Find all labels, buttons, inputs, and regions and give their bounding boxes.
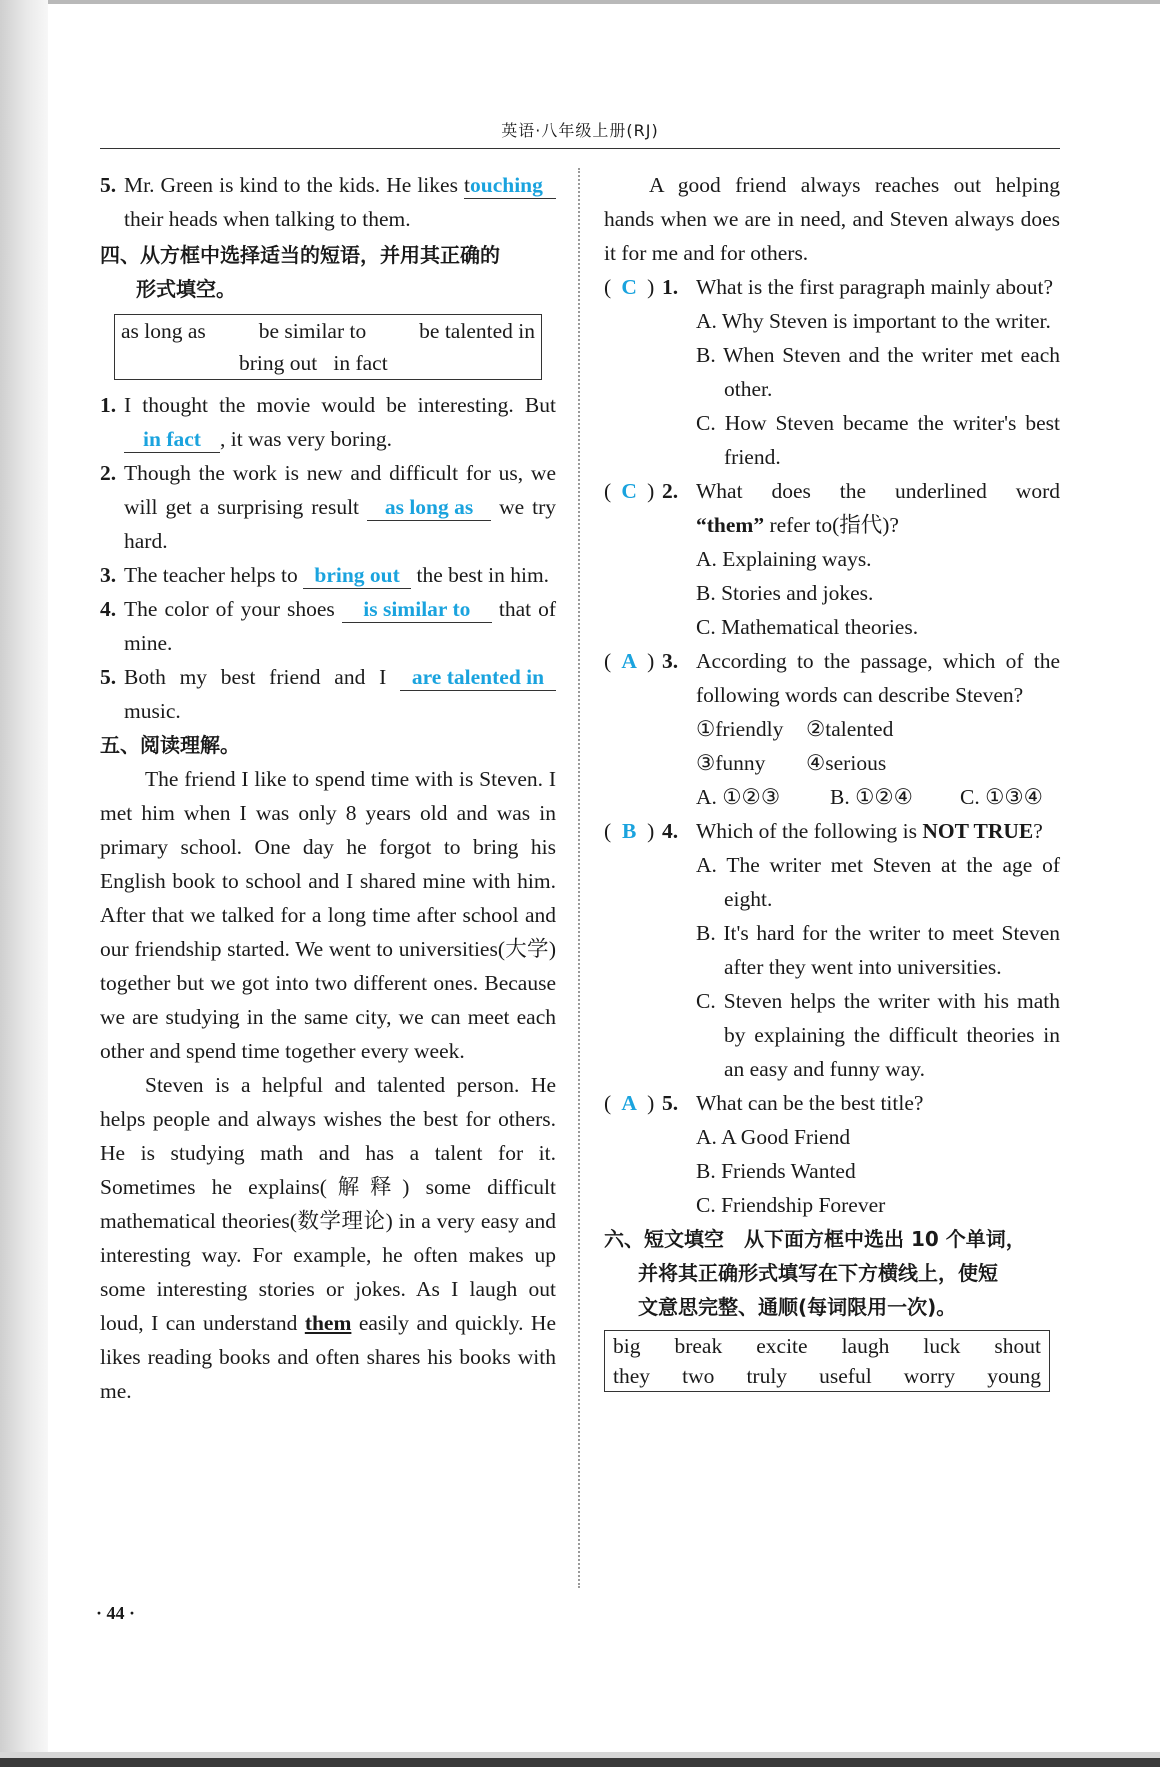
option: B. Friends Wanted: [696, 1159, 856, 1183]
word: they: [613, 1364, 651, 1388]
option: C. ①③④: [960, 785, 1043, 809]
answer-blank[interactable]: as long as: [367, 494, 491, 521]
left-column: [100, 168, 556, 1408]
word-box: [604, 1330, 1050, 1392]
answer-blank[interactable]: touching: [464, 172, 556, 199]
option: A. A Good Friend: [696, 1125, 851, 1149]
option: A. The writer met Steven at the age of eight.: [696, 853, 1060, 911]
question-1-options: [604, 304, 1060, 474]
option: A. ①②③: [696, 785, 781, 809]
question-3-choices: ①friendly ②talented ③funny ④serious A. ①②③ B. ①②④ C. ①③④: [604, 712, 1060, 814]
passage-paragraph-1: The friend I like to spend time with is Steven. I met him when I was only 8 years old and was in primary school. One day he forgot to bring his English book to school and I shared mine with him. After that we talked for a long time after school and our friendship started. We went to universities(大学) together but we got into two different ones. Because we are studying in the same city, we can meet each other and spend time together every week.: [100, 767, 556, 1063]
word: break: [674, 1334, 723, 1358]
question-1: ( C ) 1. What is the first paragraph mainly about?: [604, 270, 1060, 304]
underlined-word: them: [304, 1311, 352, 1335]
option: B. It's hard for the writer to meet Steven after they went into universities.: [696, 921, 1060, 979]
answer-choice[interactable]: A: [621, 1091, 637, 1115]
answer-choice[interactable]: C: [621, 479, 637, 503]
answer-choice[interactable]: A: [621, 649, 637, 673]
phrase: be similar to: [258, 319, 367, 343]
prev-item-5: 5. Mr. Green is kind to the kids. He likes touching their heads when talking to them.: [100, 168, 556, 236]
question-3: ( A ) 3. According to the passage, which of the following words can describe Steven?: [604, 644, 1060, 712]
option: A. Explaining ways.: [696, 547, 872, 571]
header-rule: [100, 148, 1060, 149]
phrase: in fact: [333, 351, 388, 375]
option: B. When Steven and the writer met each other.: [696, 343, 1060, 401]
fill-item-4: 4. The color of your shoes is similar to that of mine.: [100, 597, 557, 655]
question-4: ( B ) 4. Which of the following is NOT TRUE?: [604, 814, 1060, 848]
column-divider: [578, 168, 580, 1588]
phrase: as long as: [121, 319, 206, 343]
page-number: · 44 ·: [96, 1603, 136, 1623]
question-5-options: [604, 1120, 1060, 1222]
option: B. Stories and jokes.: [696, 581, 874, 605]
answer-blank[interactable]: in fact: [124, 426, 220, 453]
option: C. Friendship Forever: [696, 1193, 886, 1217]
phrase: be talented in: [419, 319, 535, 343]
section-5-title: 五、阅读理解。: [100, 733, 240, 757]
page-shadow: [0, 0, 48, 1767]
answer-choice[interactable]: B: [622, 819, 637, 843]
word: shout: [994, 1334, 1041, 1358]
word: truly: [746, 1364, 788, 1388]
option: C. How Steven became the writer's best friend.: [696, 411, 1060, 469]
option: C. Mathematical theories.: [696, 615, 919, 639]
option: A. Why Steven is important to the writer.: [696, 309, 1051, 333]
bottom-bar: [0, 1758, 1160, 1767]
word: worry: [903, 1364, 956, 1388]
page-header: 英语·八年级上册(RJ): [501, 121, 659, 140]
question-4-options: [604, 848, 1060, 1086]
answer-blank[interactable]: is similar to: [342, 596, 492, 623]
question-2: ( C ) 2. What does the underlined word “them” refer to(指代)?: [604, 474, 1060, 542]
word: big: [613, 1334, 641, 1358]
passage-paragraph-2: Steven is a helpful and talented person. He helps people and always wishes the best for others. He is studying math and has a talent for it. Sometimes he explains(解释) some difficult mathematical theories(数学理论) in a very easy and interesting way. For example, he often makes up some interesting stories or jokes. As I laugh out loud, I can understand them easily and quickly. He likes reading books and often shares his books with me.: [100, 1073, 556, 1403]
fill-item-1: 1. I thought the movie would be interesting. But in fact , it was very boring.: [100, 393, 556, 451]
section-6-title: 六、短文填空 从下面方框中选出 10 个单词， 并将其正确形式填写在下方横线上，使短 文意思完整、通顺(每词限用一次)。: [604, 1227, 1026, 1319]
word: two: [682, 1364, 715, 1388]
option: C. Steven helps the writer with his math by explaining the difficult theories in an easy and funny way.: [696, 989, 1060, 1081]
option: B. ①②④: [830, 785, 913, 809]
fill-item-2: 2. Though the work is new and difficult for us, we will get a surprising result as long as we try hard.: [100, 461, 557, 553]
phrase: bring out: [239, 351, 318, 375]
answer-blank[interactable]: are talented in: [400, 664, 556, 691]
word: excite: [756, 1334, 808, 1358]
section-4-title: 四、从方框中选择适当的短语，并用其正确的 形式填空。: [100, 243, 500, 301]
word: young: [987, 1364, 1041, 1388]
fill-item-5: 5. Both my best friend and I are talented in music.: [100, 660, 556, 728]
answer-blank[interactable]: bring out: [303, 562, 411, 589]
right-column: [604, 168, 1060, 1392]
passage-paragraph-3: A good friend always reaches out helping hands when we are in need, and Steven always does it for me and for others.: [604, 173, 1060, 265]
top-edge: [0, 0, 1160, 4]
fill-item-3: 3. The teacher helps to bring out the best in him.: [100, 563, 550, 587]
word: luck: [923, 1334, 961, 1358]
word: useful: [819, 1364, 872, 1388]
question-2-options: [604, 542, 1060, 644]
word: laugh: [841, 1334, 890, 1358]
answer-choice[interactable]: C: [621, 275, 637, 299]
question-5: ( A ) 5. What can be the best title?: [604, 1086, 1060, 1120]
phrase-box: [114, 314, 542, 380]
